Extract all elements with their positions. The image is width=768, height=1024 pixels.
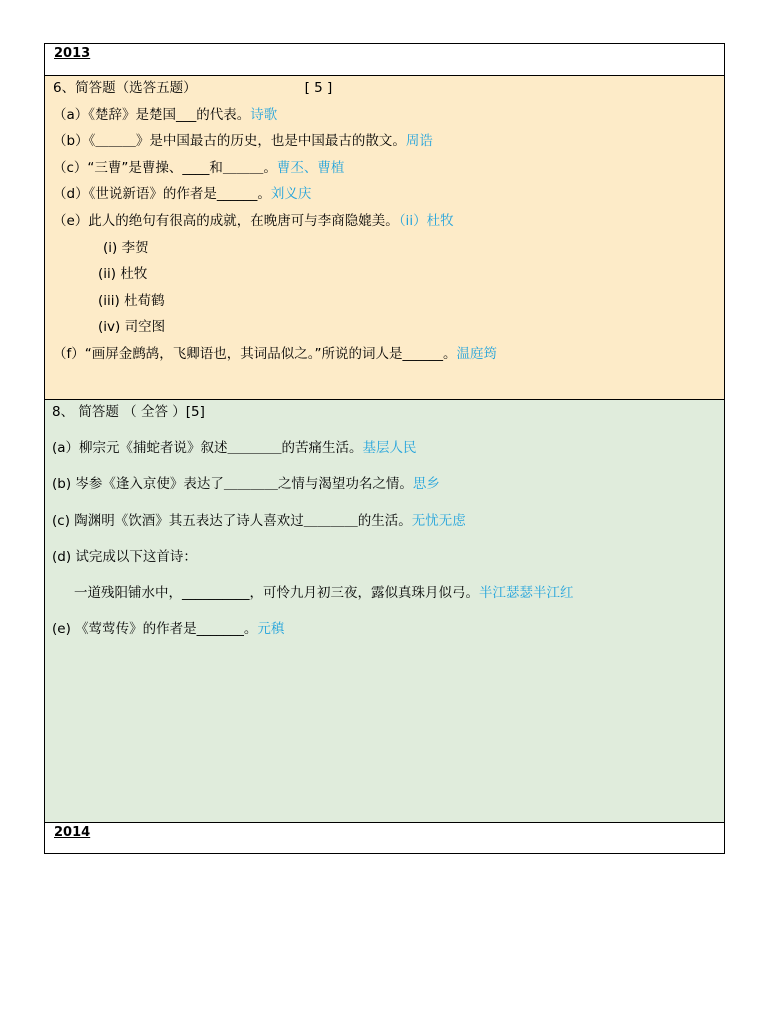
question-6c bbox=[53, 158, 724, 185]
question-8e bbox=[52, 619, 724, 655]
exam-table bbox=[44, 43, 725, 854]
answer-text: 无忧无虑 bbox=[411, 512, 466, 529]
question-text: (d) 试完成以下这首诗： bbox=[52, 548, 197, 565]
answer-text: 基层人民 bbox=[362, 440, 417, 457]
answer-text: 诗歌 bbox=[250, 106, 278, 123]
question-text: (b) 岑参《逢入京使》表达了＿＿＿＿之情与渴望功名之情。 bbox=[52, 476, 413, 493]
answer-text: 温庭筠 bbox=[456, 345, 497, 362]
question-6-section bbox=[45, 75, 724, 399]
question-text: （a）《楚辞》是楚国___的代表。 bbox=[53, 106, 251, 123]
question-6-score: [ 5 ] bbox=[304, 80, 333, 96]
question-8d bbox=[52, 547, 724, 583]
option-i: (i) 李贺 bbox=[103, 239, 149, 256]
question-text: （e）此人的绝句有很高的成就，在晚唐可与李商隐媲美。 bbox=[53, 212, 399, 229]
question-6f bbox=[53, 344, 724, 371]
question-text: (e) 《莺莺传》的作者是_______。 bbox=[52, 621, 258, 638]
question-text: （c）“三曹”是曹操、____和＿＿＿。 bbox=[53, 159, 277, 176]
answer-text: 曹丕、曹植 bbox=[276, 159, 345, 176]
question-6-heading bbox=[53, 78, 724, 105]
answer-text: 半江瑟瑟半江红 bbox=[479, 584, 574, 601]
option-iv: (iv) 司空图 bbox=[98, 319, 166, 336]
question-6d bbox=[53, 184, 724, 211]
question-text: 一道残阳铺水中，__________，可怜九月初三夜，露似真珠月似弓。 bbox=[74, 584, 479, 601]
question-text: (c) 陶渊明《饮酒》其五表达了诗人喜欢过＿＿＿＿的生活。 bbox=[52, 512, 412, 529]
question-text: （f）“画屏金鹧鸪，飞卿语也，其词品似之。”所说的词人是______。 bbox=[53, 345, 457, 362]
answer-text: （ii）杜牧 bbox=[398, 212, 454, 229]
question-8a bbox=[52, 438, 724, 474]
question-8c bbox=[52, 511, 724, 547]
question-8-section bbox=[45, 399, 724, 822]
option-iii: (iii) 杜荀鹤 bbox=[98, 292, 165, 309]
question-6-title: 6、简答题（选答五题） bbox=[53, 80, 197, 96]
question-text: （b）《＿＿＿》是中国最古的历史，也是中国最古的散文。 bbox=[53, 133, 406, 150]
question-6e bbox=[53, 211, 724, 238]
answer-text: 思乡 bbox=[412, 476, 440, 493]
question-text: （d）《世说新语》的作者是______。 bbox=[53, 186, 271, 203]
question-8-heading: 8、 简答题 （ 全答 ）[5] bbox=[52, 404, 205, 420]
option-ii: (ii) 杜牧 bbox=[98, 266, 148, 283]
question-8d-poem bbox=[52, 583, 724, 619]
answer-text: 刘义庆 bbox=[270, 186, 312, 203]
answer-text: 元稹 bbox=[257, 621, 285, 638]
year-header-2014: 2014 bbox=[45, 822, 724, 853]
question-6b bbox=[53, 131, 724, 158]
question-8b bbox=[52, 474, 724, 510]
question-text: (a）柳宗元《捕蛇者说》叙述＿＿＿＿的苦痛生活。 bbox=[52, 440, 363, 457]
answer-text: 周诰 bbox=[405, 133, 433, 150]
question-6a bbox=[53, 105, 724, 132]
year-header-2013: 2013 bbox=[54, 46, 91, 61]
